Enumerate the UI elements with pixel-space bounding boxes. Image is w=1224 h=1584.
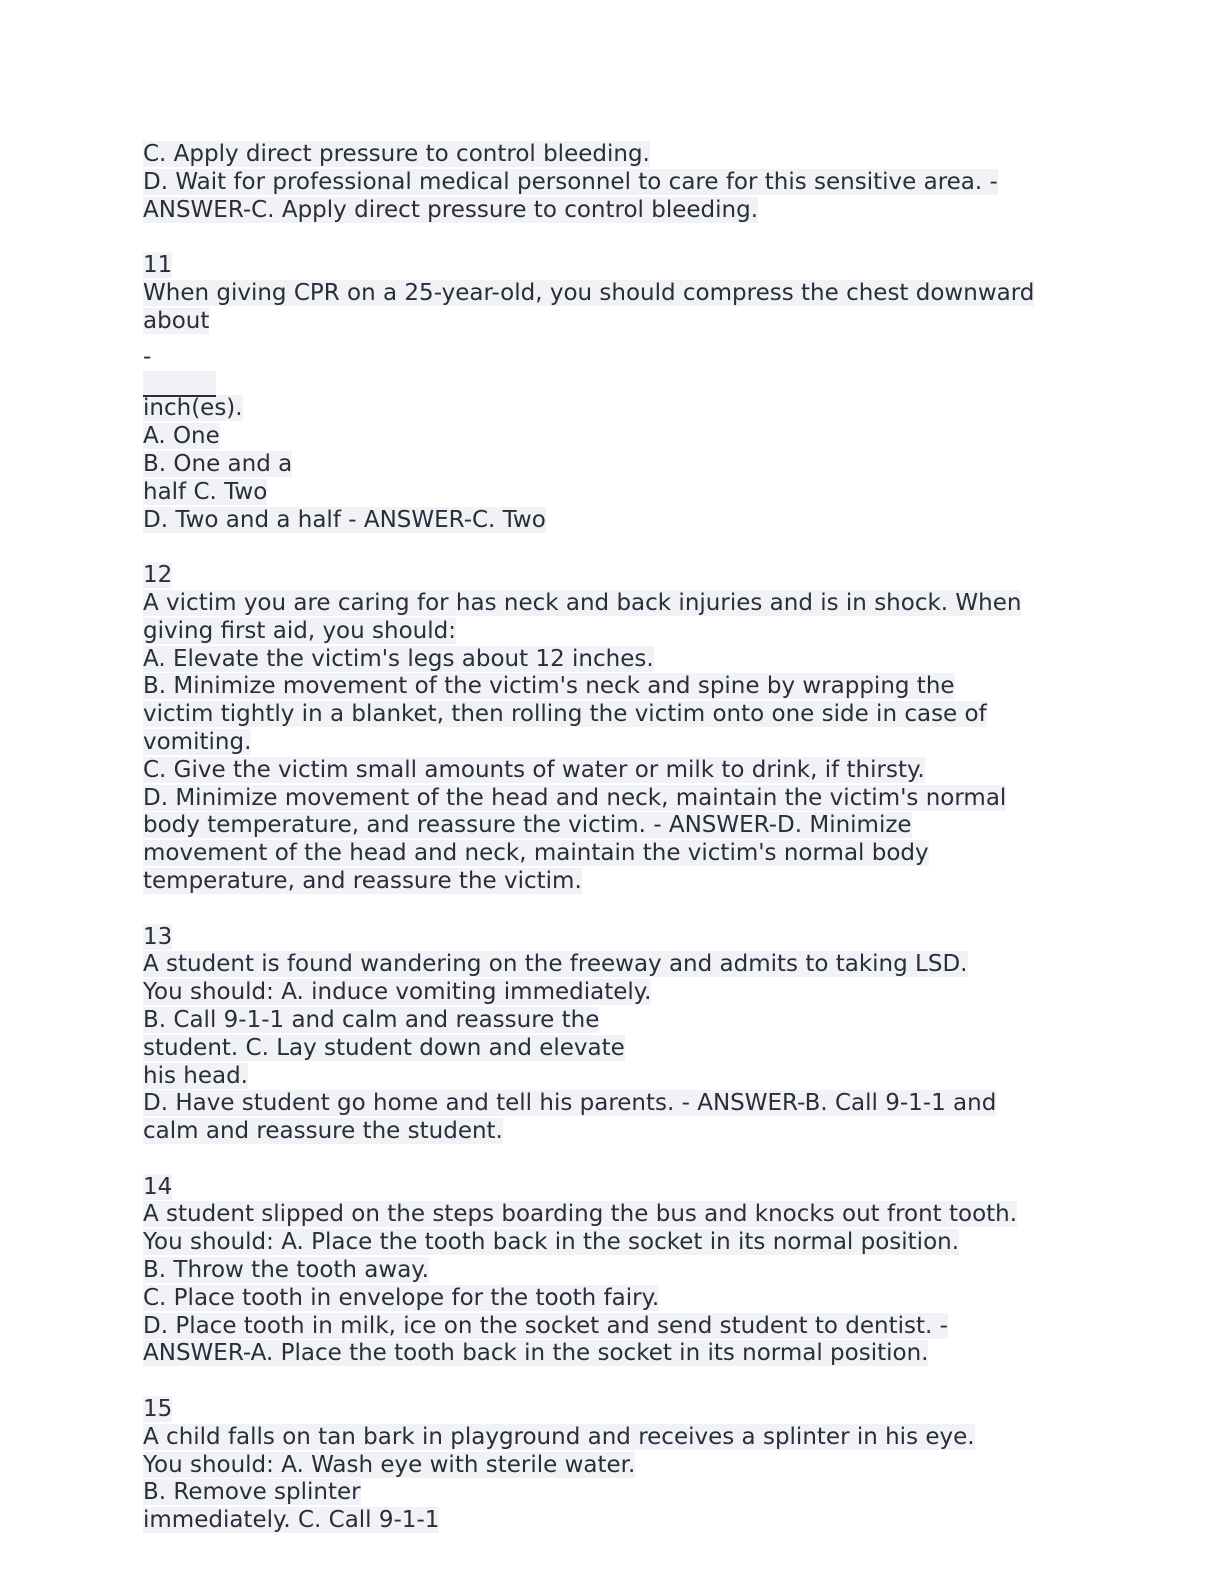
paragraph-gap	[143, 896, 1083, 924]
text-line: calm and reassure the student.	[143, 1118, 503, 1145]
blank-highlight	[143, 371, 216, 395]
text-line: You should: A. induce vomiting immediately.	[143, 979, 652, 1006]
question-number: 13	[143, 923, 173, 950]
text-line: D. Have student go home and tell his parents. - ANSWER-B. Call 9-1-1 and	[143, 1090, 997, 1117]
text-line: You should: A. Wash eye with sterile water.	[143, 1451, 636, 1478]
text-line: half C. Two	[143, 478, 268, 505]
text-line: B. Call 9-1-1 and calm and reassure the	[143, 1006, 600, 1033]
text-line: D. Minimize movement of the head and neck, maintain the victim's normal	[143, 784, 1007, 811]
question-15	[143, 1396, 1083, 1535]
paragraph-gap	[143, 1368, 1083, 1396]
question-number: 11	[143, 252, 173, 279]
question-12	[143, 562, 1083, 896]
question-11	[143, 252, 1083, 534]
question-number: 14	[143, 1173, 173, 1200]
text-line: B. Minimize movement of the victim's neck and spine by wrapping the	[143, 673, 955, 700]
text-line: A student slipped on the steps boarding the bus and knocks out front tooth.	[143, 1201, 1018, 1228]
text-line: immediately. C. Call 9-1-1	[143, 1507, 440, 1534]
text-line: D. Two and a half - ANSWER-C. Two	[143, 506, 546, 533]
text-line: B. Remove splinter	[143, 1479, 361, 1506]
fill-in-blank	[143, 371, 1083, 395]
text-line: victim tightly in a blanket, then rolling the victim onto one side in case of	[143, 701, 987, 728]
text-line: -	[143, 343, 152, 370]
text-line: B. Throw the tooth away.	[143, 1257, 429, 1284]
text-line: about	[143, 307, 210, 334]
text-line: ANSWER-C. Apply direct pressure to control bleeding.	[143, 196, 759, 223]
text-line: D. Wait for professional medical personnel to care for this sensitive area. -	[143, 168, 998, 195]
text-line: C. Apply direct pressure to control bleeding.	[143, 141, 650, 167]
text-line: giving first aid, you should:	[143, 617, 456, 644]
text-line: You should: A. Place the tooth back in the socket in its normal position.	[143, 1229, 960, 1256]
paragraph-gap	[143, 224, 1083, 252]
question-number: 12	[143, 562, 173, 589]
question-13	[143, 924, 1083, 1146]
text-line: vomiting.	[143, 728, 252, 755]
text-line: inch(es).	[143, 395, 243, 422]
text-line: movement of the head and neck, maintain the victim's normal body	[143, 840, 929, 867]
question-14	[143, 1174, 1083, 1369]
text-line: C. Place tooth in envelope for the tooth fairy.	[143, 1284, 660, 1311]
text-line: C. Give the victim small amounts of water or milk to drink, if thirsty.	[143, 756, 925, 783]
paragraph-gap	[143, 534, 1083, 562]
blank-underline	[143, 395, 216, 397]
text-line: student. C. Lay student down and elevate	[143, 1034, 625, 1061]
text-line: D. Place tooth in milk, ice on the socket and send student to dentist. -	[143, 1312, 948, 1339]
text-line: When giving CPR on a 25-year-old, you should compress the chest downward	[143, 279, 1035, 306]
text-line: A. Elevate the victim's legs about 12 inches.	[143, 645, 654, 672]
text-line: A student is found wandering on the freeway and admits to taking LSD.	[143, 951, 968, 978]
text-line: A victim you are caring for has neck and back injuries and is in shock. When	[143, 589, 1022, 616]
question-number: 15	[143, 1396, 173, 1423]
text-line: his head.	[143, 1062, 248, 1089]
text-line: A. One	[143, 423, 220, 450]
document-body	[143, 141, 1083, 1535]
text-line: temperature, and reassure the victim.	[143, 867, 582, 894]
text-line: B. One and a	[143, 450, 293, 477]
text-line: A child falls on tan bark in playground and receives a splinter in his eye.	[143, 1423, 975, 1450]
paragraph-gap	[143, 1146, 1083, 1174]
question-10-tail	[143, 141, 1083, 224]
text-line: ANSWER-A. Place the tooth back in the socket in its normal position.	[143, 1340, 929, 1367]
text-line: body temperature, and reassure the victim. - ANSWER-D. Minimize	[143, 812, 912, 839]
